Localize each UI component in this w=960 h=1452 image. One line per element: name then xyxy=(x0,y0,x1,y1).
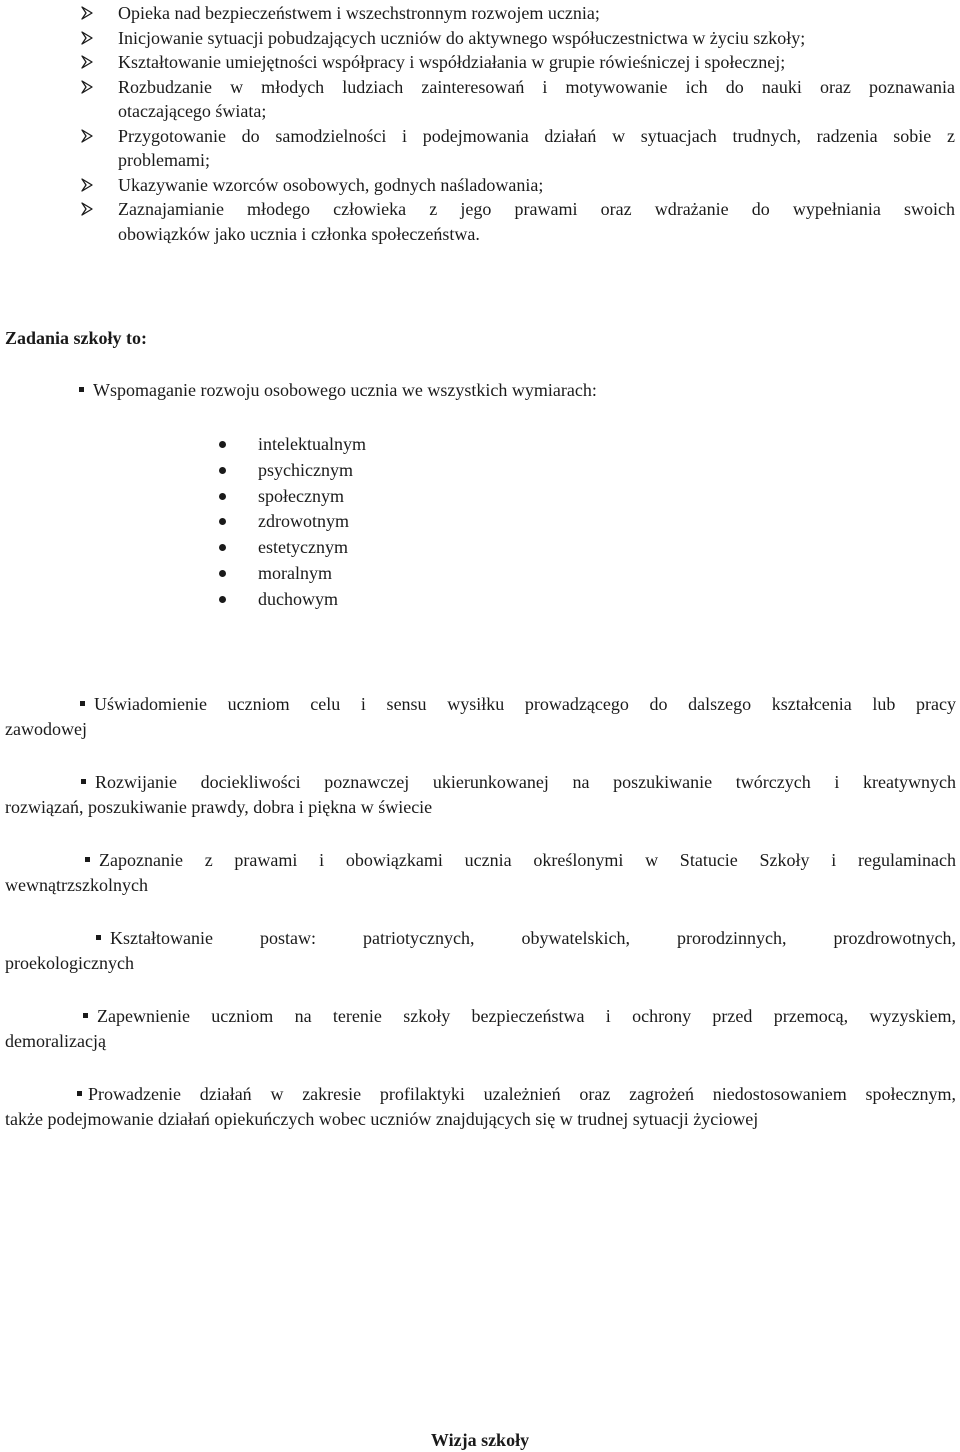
development-intro xyxy=(79,378,597,402)
task-first-line xyxy=(5,926,956,951)
goal-text-continued: obowiązków jako ucznia i członka społeczeństwa. xyxy=(118,223,480,244)
square-bullet-icon xyxy=(81,779,86,784)
task-paragraph xyxy=(5,1004,956,1054)
task-text: Uświadomienie uczniom celu i sensu wysiłku prowadzącego do dalszego kształcenia lub pracy xyxy=(94,694,956,714)
arrow-bullet-icon xyxy=(80,55,94,69)
task-text: Prowadzenie działań w zakresie profilaktyki uzależnień oraz zagrożeń niedostosowaniem społecznym, xyxy=(88,1084,956,1104)
dimension-text: moralnym xyxy=(258,562,332,583)
task-paragraph xyxy=(5,848,956,898)
arrow-bullet-icon xyxy=(80,31,94,45)
dimension-text: estetycznym xyxy=(258,537,348,558)
square-bullet-icon xyxy=(96,935,101,940)
square-bullet-icon xyxy=(83,1013,88,1018)
goal-item xyxy=(0,50,960,75)
task-first-line xyxy=(5,1082,956,1107)
dimension-item xyxy=(0,432,366,458)
dot-bullet-icon xyxy=(219,441,226,448)
dimension-text: zdrowotnym xyxy=(258,511,349,532)
dimension-item xyxy=(0,561,366,587)
dot-bullet-icon xyxy=(219,467,226,474)
dimension-text: psychicznym xyxy=(258,459,353,480)
vision-heading: Wizja szkoły xyxy=(430,1430,530,1450)
task-text: Zapoznanie z prawami i obowiązkami ucznia określonymi w Statucie Szkoły i regulaminach xyxy=(99,850,956,870)
dimension-item xyxy=(0,484,366,510)
task-text: Kształtowanie postaw: patriotycznych, obywatelskich, prorodzinnych, prozdrowotnych, xyxy=(110,928,956,948)
task-first-line xyxy=(5,1004,956,1029)
square-bullet-icon xyxy=(77,1091,82,1096)
goal-item xyxy=(0,75,960,124)
arrow-bullet-icon xyxy=(80,129,94,143)
task-text: Zapewnienie uczniom na terenie szkoły bezpieczeństwa i ochrony przed przemocą, wyzyskiem, xyxy=(97,1006,956,1026)
task-text: Rozwijanie dociekliwości poznawczej ukierunkowanej na poszukiwanie twórczych i kreatywnych xyxy=(95,772,956,792)
task-paragraph xyxy=(5,770,956,820)
dimension-text: intelektualnym xyxy=(258,434,366,454)
goal-text: Rozbudzanie w młodych ludziach zainteresowań i motywowanie ich do nauki oraz poznawania xyxy=(118,76,955,97)
dot-bullet-icon xyxy=(219,518,226,525)
dimension-item xyxy=(0,535,366,561)
task-text-continued: proekologicznych xyxy=(5,953,134,973)
task-text-continued: także podejmowanie działań opiekuńczych wobec uczniów znajdujących się w trudnej sytuacji życiowej xyxy=(5,1109,759,1129)
task-text-continued: demoralizacją xyxy=(5,1031,106,1051)
tasks-heading: Zadania szkoły to: xyxy=(5,328,148,348)
goal-item xyxy=(0,124,960,173)
dimension-item xyxy=(0,587,366,613)
square-bullet-icon xyxy=(85,857,90,862)
square-bullet-icon xyxy=(80,701,85,706)
dimension-item xyxy=(0,509,366,535)
goals-list xyxy=(0,1,960,246)
task-paragraph xyxy=(5,926,956,976)
dimension-text: społecznym xyxy=(258,485,344,506)
goal-text: Inicjowanie sytuacji pobudzających uczniów do aktywnego współuczestnictwa w życiu szkoły; xyxy=(118,27,806,48)
goal-text: Ukazywanie wzorców osobowych, godnych naśladowania; xyxy=(118,174,544,195)
goal-text-continued: otaczającego świata; xyxy=(118,101,267,121)
goal-text: Zaznajamianie młodego człowieka z jego prawami oraz wdrażanie do wypełniania swoich xyxy=(118,199,955,219)
goal-item xyxy=(0,26,960,51)
goal-item xyxy=(0,173,960,198)
task-text-continued: zawodowej xyxy=(5,719,87,739)
goal-text: Kształtowanie umiejętności współpracy i współdziałania w grupie rówieśniczej i społecznej; xyxy=(118,52,786,72)
dimensions-list xyxy=(0,432,366,613)
dot-bullet-icon xyxy=(219,544,226,551)
task-first-line xyxy=(5,770,956,795)
task-paragraph xyxy=(5,1082,956,1132)
goal-item xyxy=(0,1,960,26)
dimension-item xyxy=(0,458,366,484)
dimension-text: duchowym xyxy=(258,588,338,609)
task-text-continued: wewnątrzszkolnych xyxy=(5,875,148,895)
dot-bullet-icon xyxy=(219,596,226,603)
goal-text-continued: problemami; xyxy=(118,150,210,170)
arrow-bullet-icon xyxy=(80,202,94,216)
square-bullet-icon xyxy=(79,387,84,392)
task-paragraph xyxy=(5,692,956,742)
arrow-bullet-icon xyxy=(80,80,94,94)
task-text-continued: rozwiązań, poszukiwanie prawdy, dobra i piękna w świecie xyxy=(5,797,433,817)
development-intro-text: Wspomaganie rozwoju osobowego ucznia we wszystkich wymiarach: xyxy=(93,380,597,400)
goal-item xyxy=(0,197,960,246)
arrow-bullet-icon xyxy=(80,6,94,20)
dot-bullet-icon xyxy=(219,493,226,500)
goal-text: Opieka nad bezpieczeństwem i wszechstronnym rozwojem ucznia; xyxy=(118,3,600,23)
arrow-bullet-icon xyxy=(80,178,94,192)
dot-bullet-icon xyxy=(219,570,226,577)
task-first-line xyxy=(5,848,956,873)
goal-text: Przygotowanie do samodzielności i podejmowania działań w sytuacjach trudnych, radzenia sobie z xyxy=(118,125,955,146)
task-first-line xyxy=(5,692,956,717)
